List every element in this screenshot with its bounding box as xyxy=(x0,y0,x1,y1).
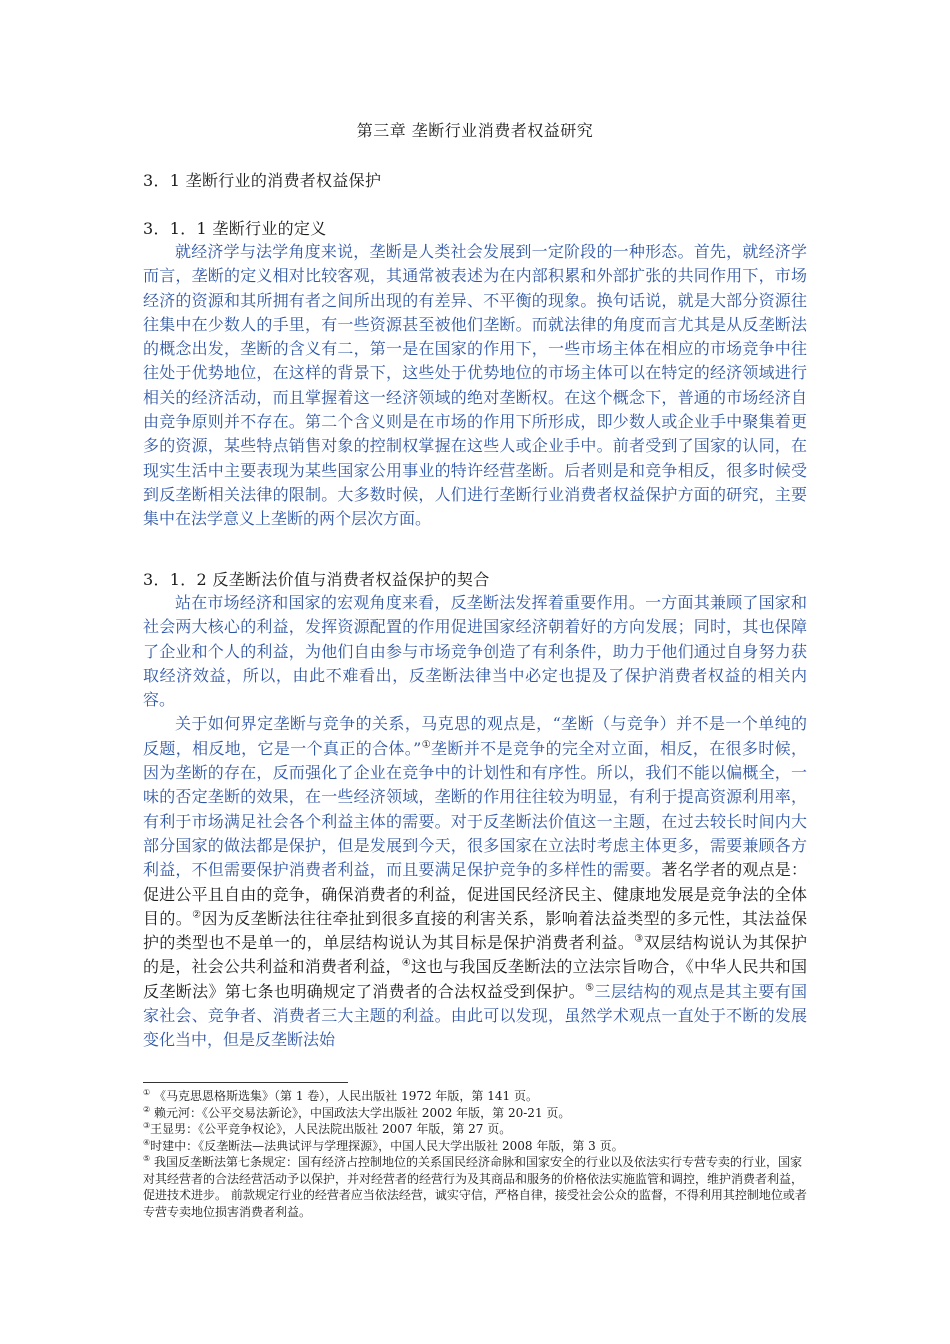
subsection-heading: 3．1．1 垄断行业的定义 xyxy=(143,219,327,238)
footnote-ref: ④ xyxy=(401,958,411,970)
paragraph: 就经济学与法学角度来说，垄断是人类社会发展到一定阶段的一种形态。首先，就经济学而言，垄断的定义相对比较客观，其通常被表述为在内部积累和外部扩张的共同作用下，市场经济的资源和其所拥有者之间所出现的有差异、不平衡的现象。换句话说，就是大部分资源往往集中在少数人的手里，有一些资源甚至被他们垄断。而就法律的角度而言尤其是从反垄断法的概念出发，垄断的含义有二，第一是在国家的作用下，一些市场主体在相应的市场竞争中往往处于优势地位，在这样的背景下，这些处于优势地位的市场主体可以在特定的经济领域进行相关的经济活动，而且掌握着这一经济领域的绝对垄断权。在这个概念下，普通的市场经济自由竞争原则并不存在。第二个含义则是在市场的作用下所形成，即少数人或企业手中聚集着更多的资源，某些特点销售对象的控制权掌握在这些人或企业手中。前者受到了国家的认同，在现实生活中主要表现为某些国家公用事业的特许经营垄断。后者则是和竞争相反，很多时候受到反垄断相关法律的限制。大多数时候，人们进行垄断行业消费者权益保护方面的研究，主要集中在法学意义上垄断的两个层次方面。 xyxy=(143,242,807,529)
footnote xyxy=(143,1105,807,1122)
footnote xyxy=(143,1154,807,1220)
text-run: 因为反垄断法往往牵扯到很多直接的利害关系，影响着法益类型的多元性，其法益保护的类型也不是单一的，单层结构说认为其目标是保护消费者利益。 xyxy=(143,908,807,953)
footnotes xyxy=(143,1088,807,1220)
text-run: 双层结构说认为其保护的是，社会公共利益和消费者利益， xyxy=(143,933,807,977)
footnote xyxy=(143,1121,807,1138)
section-body xyxy=(143,240,807,532)
footnote-text: 赖元河：《公平交易法新论》，中国政法大学出版社 2002 年版，第 20-21 页。 xyxy=(154,1105,571,1120)
subsection-heading: 3．1．2 反垄断法价值与消费者权益保护的契合 xyxy=(143,570,490,589)
paragraph: 站在市场经济和国家的宏观角度来看，反垄断法发挥着重要作用。一方面其兼顾了国家和社会两大核心的利益，发挥资源配置的作用促进国家经济朝着好的方向发展；同时，其也保障了企业和个人的利益，为他们自由参与市场竞争创造了有利条件，助力于他们通过自身努力获取经济效益，所以，由此不难看出，反垄断法律当中必定也提及了保护消费者权益的相关内容。 xyxy=(143,593,807,710)
footnote-text: 王显男：《公平竞争权论》，人民法院出版社 2007 年版，第 27 页。 xyxy=(150,1122,512,1136)
footnote-ref: ③ xyxy=(634,933,644,945)
footnote-text: 《马克思恩格斯选集》（第 1 卷），人民出版社 1972 年版，第 141 页。 xyxy=(154,1089,538,1103)
footnote-mark: ① xyxy=(143,1088,151,1097)
footnote-mark: ⑤ xyxy=(143,1154,151,1163)
footnote-mark: ④ xyxy=(143,1137,151,1147)
footnote-mark: ③ xyxy=(143,1121,151,1130)
footnote-text: 我国反垄断法第七条规定：国有经济占控制地位的关系国民经济命脉和国家安全的行业以及依法实行专营专卖的行业，国家对其经营者的合法经营活动予以保护，并对经营者的经营行为及其商品和服务的价格依法实施监管和调控，维护消费者利益，促进技术进步。 前款规定行业的经营者应当依法经营，诚实守信，严格自律，接受社会公众的监督，不得利用其控制地位或者专营专卖地位损害消费者利益。 xyxy=(143,1155,807,1219)
text-run: 著名学者的观点是：促进公平且自由的竞争，确保消费者的利益，促进国民经济民主、健康地发展是竞争法的全体目的。 xyxy=(143,860,807,928)
text-run: 关于如何界定垄断与竞争的关系，马克思的观点是，“垄断（与竞争）并不是一个单纯的反题，相反地，它是一个真正的合体。” xyxy=(143,714,807,758)
section-heading: 3．1 垄断行业的消费者权益保护 xyxy=(143,171,382,190)
footnote-ref: ① xyxy=(421,739,432,751)
chapter-title: 第三章 垄断行业消费者权益研究 xyxy=(356,121,594,140)
footnote-ref: ② xyxy=(192,909,202,921)
text-run: 这也与我国反垄断法的立法宗旨吻合，《中华人民共和国反垄断法》第七条也明确规定了消费者的合法权益受到保护。 xyxy=(143,957,807,1001)
footnote-mark: ② xyxy=(143,1104,151,1114)
paragraph xyxy=(143,712,807,1052)
footnote-text: 时建中：《反垄断法—法典试评与学理探源》，中国人民大学出版社 2008 年版，第 3 页。 xyxy=(150,1138,624,1153)
section-body xyxy=(143,591,807,1053)
footnote-ref: ⑤ xyxy=(585,982,595,994)
footnote-divider xyxy=(143,1082,348,1083)
text-run: 垄断并不是竞争的完全对立面，相反，在很多时候，因为垄断的存在，反而强化了企业在竞争中的计划性和有序性。所以，我们不能以偏概全，一味的否定垄断的效果，在一些经济领域，垄断的作用往往较为明显，有利于提高资源利用率，有利于市场满足社会各个利益主体的需要。对于反垄断法价值这一主题，在过去较长时间内大部分国家的做法都是保护，但是发展到今天，很多国家在立法时考虑主体更多，需要兼顾各方利益，不但需要保护消费者利益，而且要满足保护竞争的多样性的需要。 xyxy=(143,738,808,880)
footnote xyxy=(143,1088,807,1105)
footnote xyxy=(143,1138,807,1155)
text-run: 三层结构的观点是其主要有国家社会、竞争者、消费者三大主题的利益。由此可以发现，虽然学术观点一直处于不断的发展变化当中，但是反垄断法始 xyxy=(143,981,807,1050)
